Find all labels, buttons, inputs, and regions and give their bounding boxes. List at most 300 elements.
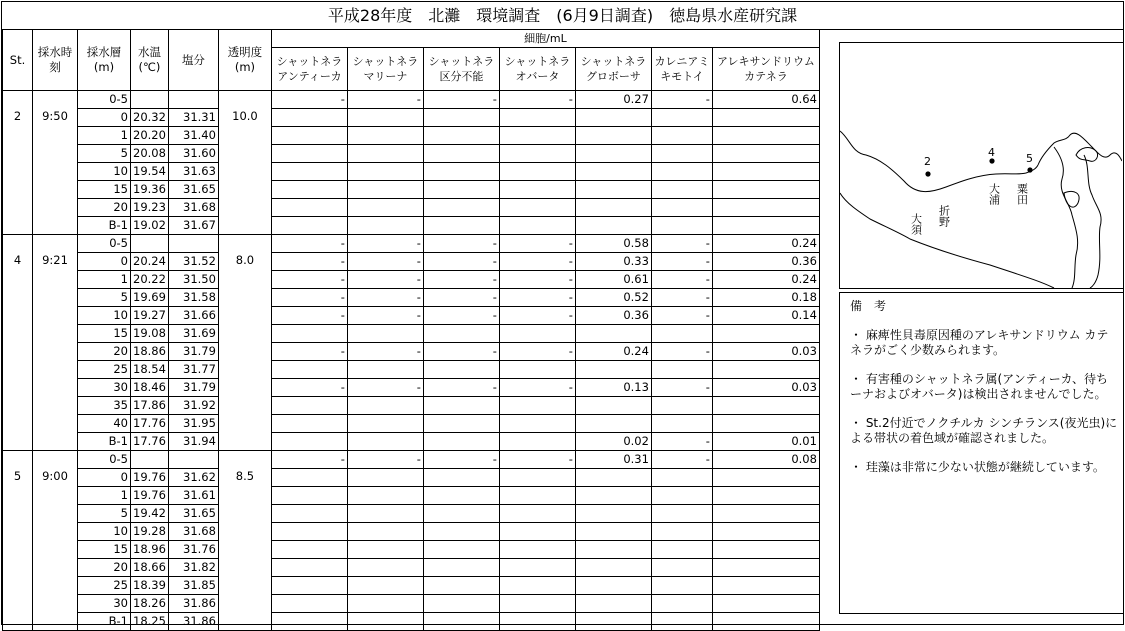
table-row [3, 397, 820, 415]
cell-count: - [499, 253, 575, 271]
cell-count [499, 145, 575, 163]
cell-count [423, 559, 499, 577]
station-cell: 4 [3, 235, 33, 451]
cell-count [575, 505, 651, 523]
cell-count: - [347, 379, 423, 397]
cell-count [651, 397, 712, 415]
table-row [3, 271, 820, 289]
table-row [3, 307, 820, 325]
remark-item: ・ St.2付近でノクチルカ シンチランス(夜光虫)による帯状の着色域が確認されました。 [850, 416, 1118, 445]
layer-cell: 10 [78, 523, 131, 541]
header-species-4: シャットネラグロボーサ [575, 48, 651, 91]
cell-count: - [651, 91, 712, 109]
salinity-cell: 31.76 [168, 541, 218, 559]
temp-cell: 18.96 [131, 541, 169, 559]
cell-count: 0.33 [575, 253, 651, 271]
cell-count [575, 595, 651, 613]
temp-cell: 17.76 [131, 415, 169, 433]
cell-count [712, 523, 819, 541]
time-cell: 9:21 [33, 235, 78, 451]
small-island [1064, 191, 1079, 207]
table-row [3, 325, 820, 343]
layer-cell: B-1 [78, 433, 131, 451]
cell-count [347, 505, 423, 523]
cell-count: - [651, 307, 712, 325]
layer-cell: 0 [78, 469, 131, 487]
cell-count: - [651, 451, 712, 469]
layer-cell: 1 [78, 487, 131, 505]
cell-count [575, 361, 651, 379]
cell-count [347, 397, 423, 415]
cell-count [347, 433, 423, 451]
table-row [3, 163, 820, 181]
salinity-cell: 31.31 [168, 109, 218, 127]
cell-count: - [271, 343, 347, 361]
cell-count [423, 505, 499, 523]
salinity-cell: 31.86 [168, 595, 218, 613]
temp-cell [131, 451, 169, 469]
salinity-cell: 31.92 [168, 397, 218, 415]
header-species-3: シャットネラオバータ [499, 48, 575, 91]
station-2-marker [925, 171, 930, 176]
cell-count: - [423, 451, 499, 469]
table-row [3, 487, 820, 505]
cell-count: 0.08 [712, 451, 819, 469]
cell-count [499, 613, 575, 631]
salinity-cell: 31.62 [168, 469, 218, 487]
cell-count [575, 541, 651, 559]
cell-count [499, 181, 575, 199]
header-row-1 [3, 30, 820, 48]
layer-cell: 5 [78, 145, 131, 163]
cell-count [271, 127, 347, 145]
salinity-cell: 31.95 [168, 415, 218, 433]
cell-count [575, 217, 651, 235]
table-row [3, 469, 820, 487]
cell-count [575, 469, 651, 487]
table-row [3, 379, 820, 397]
cell-count [347, 199, 423, 217]
layer-cell: 1 [78, 271, 131, 289]
salinity-cell: 31.85 [168, 577, 218, 595]
cell-count [347, 109, 423, 127]
cell-count: - [499, 379, 575, 397]
header-species-0: シャットネラアンティーカ [271, 48, 347, 91]
cell-count [347, 595, 423, 613]
cell-count [651, 109, 712, 127]
right-panel [839, 29, 1123, 624]
cell-count [575, 127, 651, 145]
temp-cell: 19.36 [131, 181, 169, 199]
header-species-1: シャットネラマリーナ [347, 48, 423, 91]
temp-cell: 19.76 [131, 469, 169, 487]
cell-count [575, 487, 651, 505]
cell-count [347, 325, 423, 343]
cell-count: - [271, 91, 347, 109]
salinity-cell: 31.77 [168, 361, 218, 379]
table-row [3, 253, 820, 271]
table-row [3, 217, 820, 235]
island-west [1054, 147, 1078, 288]
cell-count [712, 505, 819, 523]
cell-count [423, 109, 499, 127]
layer-cell: 5 [78, 505, 131, 523]
table-row [3, 505, 820, 523]
cell-count [712, 109, 819, 127]
cell-count [347, 163, 423, 181]
cell-count: - [651, 235, 712, 253]
cell-count [271, 541, 347, 559]
cell-count [423, 199, 499, 217]
cell-count [423, 325, 499, 343]
cell-count [499, 433, 575, 451]
cell-count [651, 487, 712, 505]
cell-count: - [271, 271, 347, 289]
cell-count [347, 217, 423, 235]
station-4-label: 4 [988, 146, 995, 159]
cell-count [271, 109, 347, 127]
cell-count [423, 433, 499, 451]
table-row [3, 127, 820, 145]
layer-cell: 10 [78, 163, 131, 181]
header-salinity: 塩分 [168, 30, 218, 91]
cell-count [575, 109, 651, 127]
cell-count: - [423, 271, 499, 289]
cell-count [423, 541, 499, 559]
header-species-2: シャットネラ区分不能 [423, 48, 499, 91]
station-5-label: 5 [1026, 152, 1033, 165]
cell-count: - [499, 289, 575, 307]
salinity-cell: 31.50 [168, 271, 218, 289]
cell-count: - [651, 253, 712, 271]
cell-count [499, 487, 575, 505]
temp-cell: 19.28 [131, 523, 169, 541]
cell-count [712, 415, 819, 433]
cell-count [271, 145, 347, 163]
station-4-marker [989, 158, 994, 163]
cell-count [271, 163, 347, 181]
cell-count [712, 127, 819, 145]
layer-cell: 25 [78, 361, 131, 379]
cell-count [575, 577, 651, 595]
salinity-cell: 31.40 [168, 127, 218, 145]
table-row [3, 361, 820, 379]
cell-count [347, 613, 423, 631]
cell-count [712, 613, 819, 631]
salinity-cell: 31.79 [168, 343, 218, 361]
cell-count: - [347, 451, 423, 469]
layer-cell: 0 [78, 109, 131, 127]
cell-count: 0.27 [575, 91, 651, 109]
layer-cell: 35 [78, 397, 131, 415]
temp-cell [131, 91, 169, 109]
temp-cell: 19.54 [131, 163, 169, 181]
cell-count [575, 199, 651, 217]
time-cell: 9:00 [33, 451, 78, 631]
island-east [1084, 155, 1101, 288]
header-cells-unit: 細胞/mL [271, 30, 819, 48]
cell-count: - [651, 271, 712, 289]
layer-cell: 0-5 [78, 451, 131, 469]
layer-cell: B-1 [78, 613, 131, 631]
cell-count [271, 469, 347, 487]
temp-cell: 20.20 [131, 127, 169, 145]
cell-count [271, 199, 347, 217]
cell-count [651, 181, 712, 199]
cell-count [651, 217, 712, 235]
cell-count [347, 559, 423, 577]
cell-count [271, 523, 347, 541]
remark-item: ・ 珪藻は非常に少ない状態が継続しています。 [850, 460, 1105, 474]
temp-cell: 19.27 [131, 307, 169, 325]
coastline [840, 131, 1038, 192]
layer-cell: 10 [78, 307, 131, 325]
cell-count [651, 415, 712, 433]
salinity-cell: 31.63 [168, 163, 218, 181]
table-row [3, 289, 820, 307]
cell-count [499, 325, 575, 343]
cell-count [651, 325, 712, 343]
cell-count: 0.61 [575, 271, 651, 289]
coastline-map [840, 43, 1122, 288]
cell-count [271, 181, 347, 199]
layer-cell: 30 [78, 379, 131, 397]
cell-count [499, 127, 575, 145]
table-row [3, 595, 820, 613]
layer-cell: 20 [78, 199, 131, 217]
remark-item: ・ 麻痺性貝毒原因種のアレキサンドリウム カテネラがごく少数みられます。 [850, 328, 1109, 357]
salinity-cell: 31.67 [168, 217, 218, 235]
cell-count: 0.24 [575, 343, 651, 361]
header-species-6: アレキサンドリウムカテネラ [712, 48, 819, 91]
layer-cell: 40 [78, 415, 131, 433]
cell-count [271, 217, 347, 235]
cell-count [271, 595, 347, 613]
cell-count: - [499, 343, 575, 361]
salinity-cell: 31.52 [168, 253, 218, 271]
time-cell: 9:50 [33, 91, 78, 235]
cell-count: 0.02 [575, 433, 651, 451]
cell-count [499, 577, 575, 595]
salinity-cell: 31.82 [168, 559, 218, 577]
temp-cell: 20.24 [131, 253, 169, 271]
cell-count [271, 397, 347, 415]
layer-cell: 1 [78, 127, 131, 145]
cell-count: 0.03 [712, 379, 819, 397]
cell-count [712, 397, 819, 415]
cell-count: - [423, 91, 499, 109]
salinity-cell: 31.58 [168, 289, 218, 307]
cell-count: - [651, 343, 712, 361]
cell-count [575, 613, 651, 631]
station-5-marker [1027, 167, 1032, 172]
cell-count [712, 181, 819, 199]
cell-count [712, 577, 819, 595]
cell-count: 0.58 [575, 235, 651, 253]
cell-count [347, 181, 423, 199]
cell-count: - [499, 235, 575, 253]
cell-count [651, 145, 712, 163]
header-species-5: カレニアミキモトイ [651, 48, 712, 91]
cell-count [423, 361, 499, 379]
cell-count [499, 523, 575, 541]
cell-count [271, 559, 347, 577]
salinity-cell: 31.60 [168, 145, 218, 163]
layer-cell: 20 [78, 343, 131, 361]
salinity-cell [168, 91, 218, 109]
cell-count [499, 199, 575, 217]
salinity-cell: 31.61 [168, 487, 218, 505]
page-title: 平成28年度 北灘 環境調査 (6月9日調査) 徳島県水産研究課 [2, 2, 1123, 30]
cell-count: - [499, 91, 575, 109]
cell-count [271, 325, 347, 343]
cell-count: - [499, 307, 575, 325]
cell-count: - [423, 289, 499, 307]
salinity-cell: 31.79 [168, 379, 218, 397]
cell-count [423, 415, 499, 433]
cell-count [712, 469, 819, 487]
cell-count [712, 325, 819, 343]
temp-cell: 18.86 [131, 343, 169, 361]
salinity-cell: 31.86 [168, 613, 218, 631]
salinity-cell: 31.65 [168, 505, 218, 523]
temp-cell: 18.39 [131, 577, 169, 595]
remarks-box [839, 292, 1123, 614]
cell-count [651, 199, 712, 217]
cell-count [499, 109, 575, 127]
temp-cell: 20.22 [131, 271, 169, 289]
cell-count [423, 469, 499, 487]
cell-count [712, 595, 819, 613]
cell-count [499, 469, 575, 487]
cell-count: 0.24 [712, 235, 819, 253]
cell-count [347, 361, 423, 379]
salinity-cell [168, 451, 218, 469]
cell-count: 0.18 [712, 289, 819, 307]
cell-count [423, 181, 499, 199]
cell-count: - [499, 271, 575, 289]
salinity-cell [168, 235, 218, 253]
place-osu: 大須 [909, 213, 923, 235]
cell-count: - [423, 343, 499, 361]
table-row [3, 199, 820, 217]
table-row [3, 415, 820, 433]
layer-cell: B-1 [78, 217, 131, 235]
report-sheet [1, 1, 1124, 628]
cell-count: - [651, 433, 712, 451]
cell-count [712, 199, 819, 217]
cell-count [499, 595, 575, 613]
cell-count [651, 595, 712, 613]
temp-cell: 20.08 [131, 145, 169, 163]
cell-count: - [347, 271, 423, 289]
cell-count [423, 487, 499, 505]
table-row [3, 91, 820, 109]
coastline-east [1038, 133, 1122, 165]
temp-cell: 18.46 [131, 379, 169, 397]
layer-cell: 0 [78, 253, 131, 271]
cell-count: 0.31 [575, 451, 651, 469]
cell-count: - [271, 235, 347, 253]
table-row [3, 541, 820, 559]
cell-count: 0.03 [712, 343, 819, 361]
cell-count [271, 487, 347, 505]
table-row [3, 451, 820, 469]
cell-count [423, 523, 499, 541]
station-2-label: 2 [924, 155, 931, 168]
cell-count [347, 127, 423, 145]
cell-count [712, 541, 819, 559]
table-row [3, 181, 820, 199]
cell-count [499, 541, 575, 559]
cell-count [712, 361, 819, 379]
cell-count [499, 559, 575, 577]
cell-count [499, 361, 575, 379]
cell-count [651, 577, 712, 595]
cell-count: - [271, 307, 347, 325]
salinity-cell: 31.68 [168, 523, 218, 541]
cell-count [575, 163, 651, 181]
place-oura: 大浦 [987, 183, 1001, 205]
cell-count [651, 559, 712, 577]
cell-count [499, 397, 575, 415]
cell-count: - [651, 379, 712, 397]
cell-count [347, 415, 423, 433]
survey-table [2, 29, 820, 631]
station-cell: 2 [3, 91, 33, 235]
cell-count [575, 397, 651, 415]
cell-count: - [271, 451, 347, 469]
salinity-cell: 31.94 [168, 433, 218, 451]
temp-cell: 20.32 [131, 109, 169, 127]
cell-count [423, 217, 499, 235]
cell-count [347, 487, 423, 505]
cell-count [271, 577, 347, 595]
temp-cell: 17.86 [131, 397, 169, 415]
cell-count [499, 415, 575, 433]
cell-count [423, 397, 499, 415]
cell-count: - [347, 307, 423, 325]
cell-count [347, 469, 423, 487]
cell-count [712, 217, 819, 235]
cell-count [651, 163, 712, 181]
cell-count: - [347, 253, 423, 271]
cell-count [423, 577, 499, 595]
cell-count [575, 325, 651, 343]
remark-item: ・ 有害種のシャットネラ属(アンティーカ、待ちーナおよびオバータ)は検出されませんでした。 [850, 372, 1108, 401]
temp-cell: 19.23 [131, 199, 169, 217]
table-row [3, 109, 820, 127]
cell-count [651, 613, 712, 631]
cell-count: 0.01 [712, 433, 819, 451]
cell-count [651, 127, 712, 145]
cell-count: - [271, 289, 347, 307]
temp-cell: 19.08 [131, 325, 169, 343]
cell-count [651, 469, 712, 487]
table-row [3, 145, 820, 163]
cell-count [575, 523, 651, 541]
temp-cell: 18.26 [131, 595, 169, 613]
table-row [3, 559, 820, 577]
header-st: St. [3, 30, 33, 91]
table-row [3, 343, 820, 361]
temp-cell: 18.66 [131, 559, 169, 577]
cell-count: - [347, 289, 423, 307]
header-time: 採水時刻 [33, 30, 78, 91]
cell-count: 0.24 [712, 271, 819, 289]
cell-count [423, 613, 499, 631]
layer-cell: 15 [78, 181, 131, 199]
